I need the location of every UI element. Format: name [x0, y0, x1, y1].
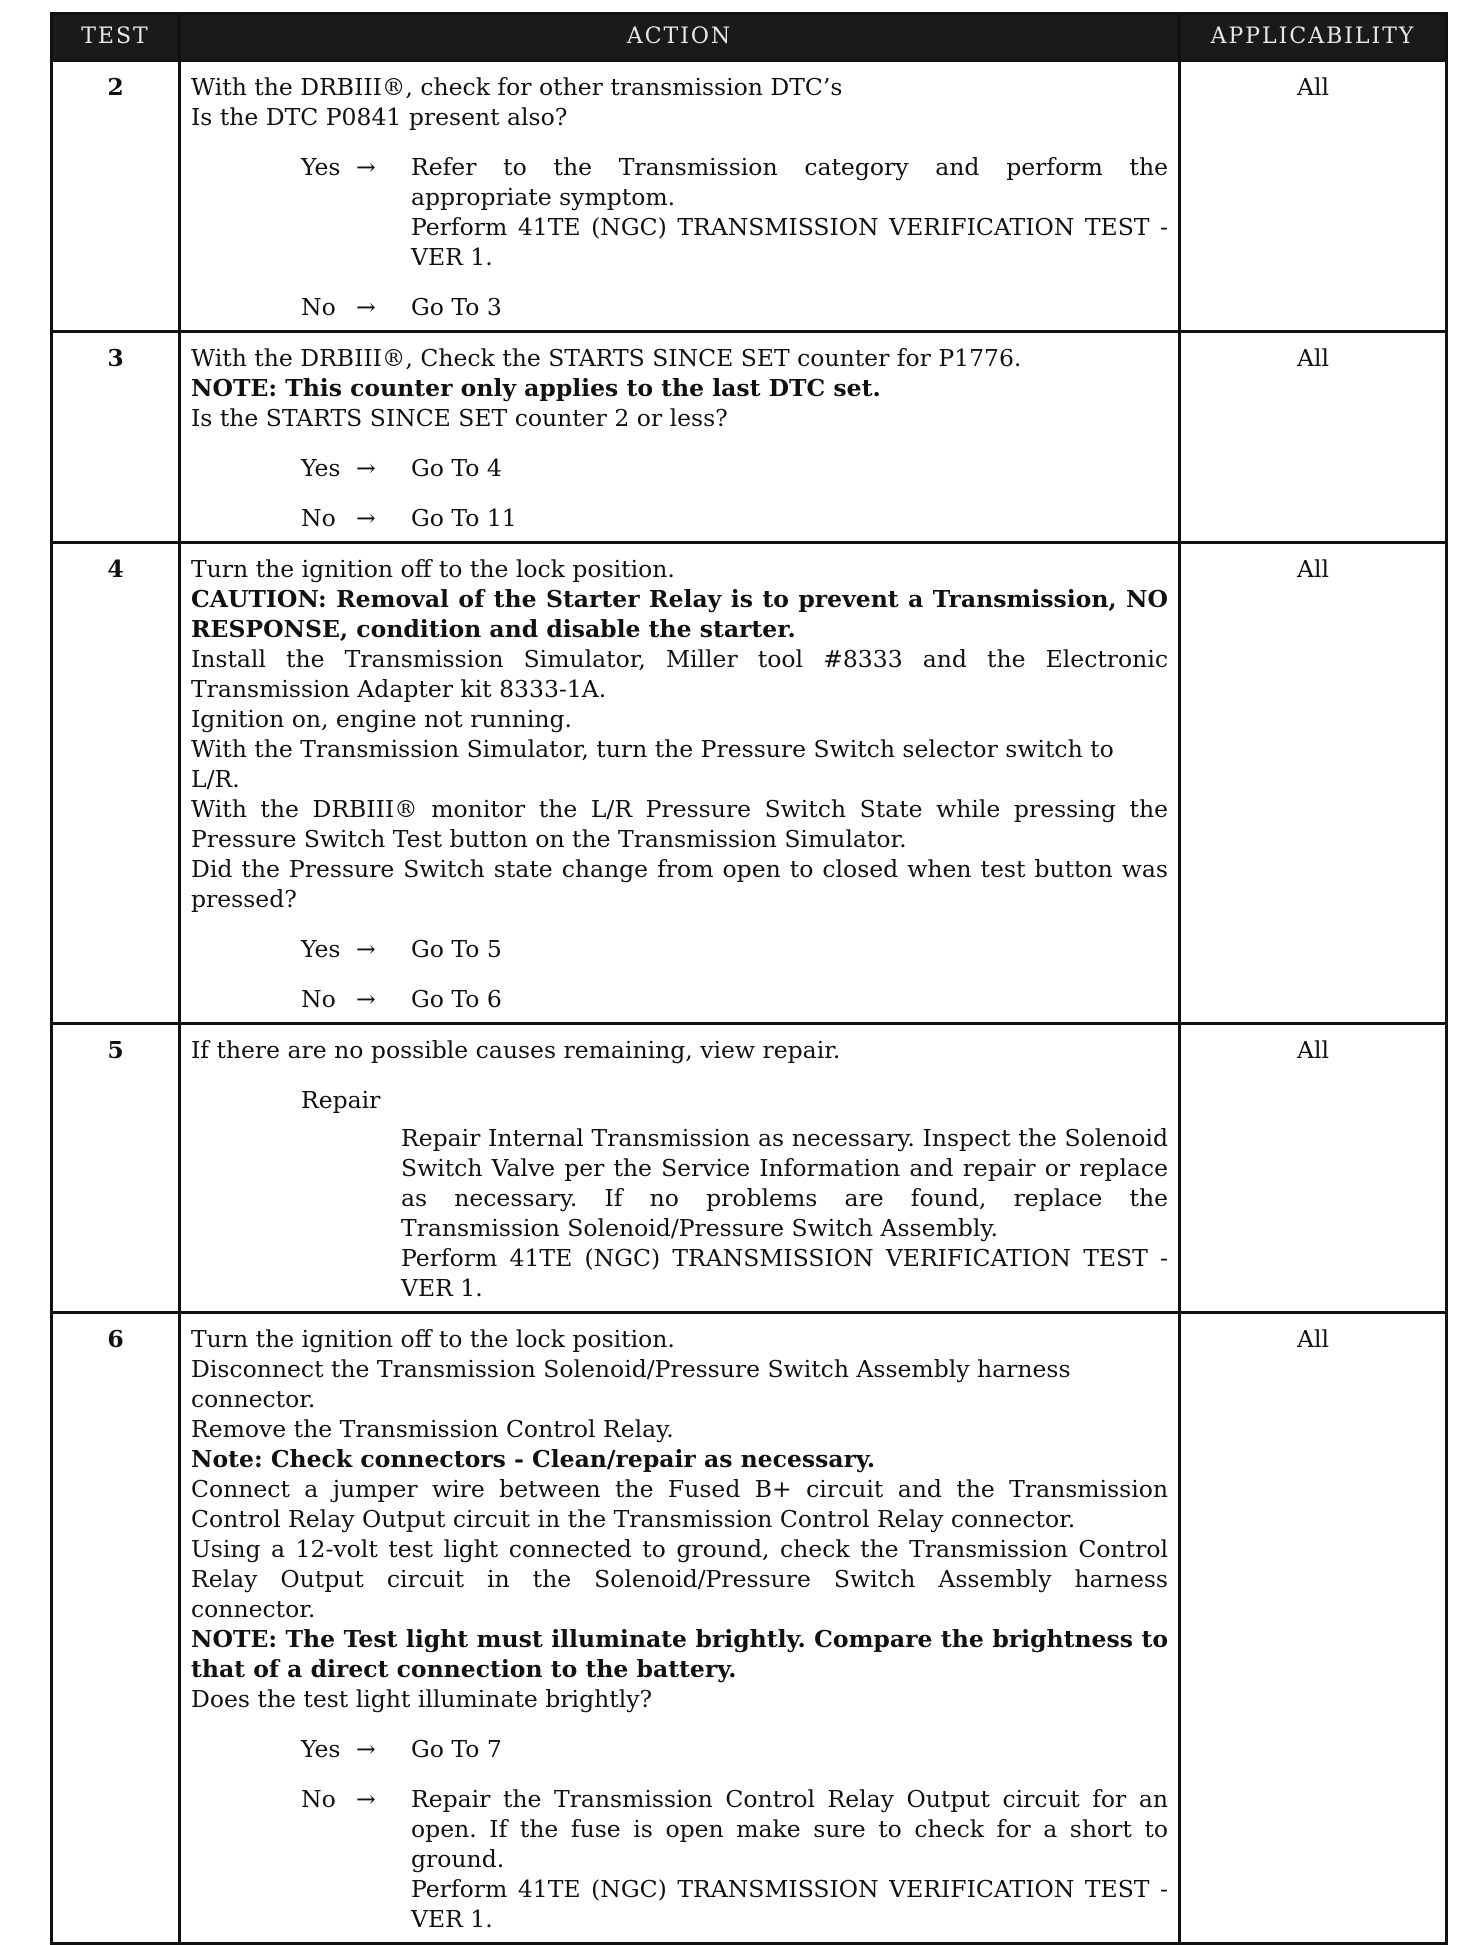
action-line: Ignition on, engine not running.	[191, 705, 573, 733]
response-key: No	[301, 293, 336, 321]
action-line: Remove the Transmission Control Relay.	[191, 1415, 674, 1443]
arrow-icon: →	[356, 454, 376, 482]
arrow-icon: →	[356, 1735, 376, 1763]
response-yes	[301, 453, 1168, 483]
action-line: Install the Transmission Simulator, Miller tool #8333 and the Electronic Transmission Adapter kit 8333-1A.	[191, 645, 1168, 703]
response-text: Go To 3	[411, 293, 502, 321]
header-applicability: APPLICABILITY	[1180, 14, 1447, 61]
action-line: Is the DTC P0841 present also?	[191, 103, 568, 131]
test-number: 3	[52, 332, 180, 543]
action-note: NOTE: This counter only applies to the last DTC set.	[191, 374, 881, 402]
test-number: 6	[52, 1313, 180, 1944]
applicability-cell: All	[1180, 1024, 1447, 1313]
action-line: If there are no possible causes remaining, view repair.	[191, 1036, 841, 1064]
response-text: Go To 11	[411, 504, 517, 532]
response-key: Yes	[301, 454, 341, 482]
table-row	[52, 543, 1447, 1024]
action-cell	[180, 543, 1180, 1024]
response-no	[301, 292, 1168, 322]
response-yes	[301, 1734, 1168, 1764]
action-line: With the DRBIII®, check for other transmission DTC’s	[191, 73, 843, 101]
action-line: With the DRBIII®, Check the STARTS SINCE SET counter for P1776.	[191, 344, 1022, 372]
response-key: Yes	[301, 1735, 341, 1763]
diagnostic-test-table	[50, 12, 1448, 1945]
arrow-icon: →	[356, 1785, 376, 1813]
response-no	[301, 503, 1168, 533]
response-line: Refer to the Transmission category and perform the appropriate symptom.	[411, 153, 1168, 211]
applicability-cell: All	[1180, 61, 1447, 332]
action-note: NOTE: The Test light must illuminate brightly. Compare the brightness to that of a direct connection to the battery.	[191, 1625, 1168, 1683]
action-cell	[180, 1313, 1180, 1944]
response-key: Yes	[301, 153, 341, 181]
repair-block	[301, 1085, 1168, 1303]
action-cell	[180, 61, 1180, 332]
response-no	[301, 984, 1168, 1014]
response-line: Repair the Transmission Control Relay Output circuit for an open. If the fuse is open make sure to check for a short to ground.	[411, 1785, 1168, 1873]
test-number: 4	[52, 543, 180, 1024]
response-text: Go To 5	[411, 935, 502, 963]
response-key: No	[301, 985, 336, 1013]
action-line: Turn the ignition off to the lock position.	[191, 1325, 675, 1353]
repair-line: Repair Internal Transmission as necessary. Inspect the Solenoid Switch Valve per the Service Information and repair or replace as necessary. If no problems are found, replace the Transmission Solenoid/Pressure Switch Assembly.	[401, 1124, 1168, 1242]
table-header-row	[52, 14, 1447, 61]
repair-line: Perform 41TE (NGC) TRANSMISSION VERIFICATION TEST - VER 1.	[401, 1244, 1168, 1302]
response-text: Go To 4	[411, 454, 502, 482]
table-row	[52, 332, 1447, 543]
repair-text	[401, 1123, 1168, 1303]
response-line: Perform 41TE (NGC) TRANSMISSION VERIFICATION TEST - VER 1.	[411, 213, 1168, 271]
action-line: Is the STARTS SINCE SET counter 2 or less?	[191, 404, 728, 432]
action-cell	[180, 1024, 1180, 1313]
action-caution: CAUTION: Removal of the Starter Relay is to prevent a Transmission, NO RESPONSE, condition and disable the starter.	[191, 585, 1168, 643]
response-yes	[301, 152, 1168, 272]
action-line: Disconnect the Transmission Solenoid/Pressure Switch Assembly harness connector.	[191, 1355, 1071, 1413]
action-line: With the DRBIII® monitor the L/R Pressure Switch State while pressing the Pressure Switch Test button on the Transmission Simulator.	[191, 795, 1168, 853]
response-line: Perform 41TE (NGC) TRANSMISSION VERIFICATION TEST - VER 1.	[411, 1875, 1168, 1933]
arrow-icon: →	[356, 985, 376, 1013]
action-line: With the Transmission Simulator, turn the Pressure Switch selector switch to L/R.	[191, 735, 1114, 793]
response-no	[301, 1784, 1168, 1934]
action-line: Turn the ignition off to the lock position.	[191, 555, 675, 583]
response-text	[411, 152, 1168, 272]
header-action: ACTION	[180, 14, 1180, 61]
response-key: Yes	[301, 935, 341, 963]
arrow-icon: →	[356, 935, 376, 963]
action-line: Connect a jumper wire between the Fused B+ circuit and the Transmission Control Relay Output circuit in the Transmission Control Relay connector.	[191, 1475, 1168, 1533]
applicability-cell: All	[1180, 543, 1447, 1024]
header-test: TEST	[52, 14, 180, 61]
document-page	[50, 12, 1445, 1945]
response-yes	[301, 934, 1168, 964]
response-text: Go To 6	[411, 985, 502, 1013]
test-number: 2	[52, 61, 180, 332]
test-number: 5	[52, 1024, 180, 1313]
table-row	[52, 1024, 1447, 1313]
action-cell	[180, 332, 1180, 543]
arrow-icon: →	[356, 293, 376, 321]
action-note: Note: Check connectors - Clean/repair as necessary.	[191, 1445, 876, 1473]
response-key: No	[301, 1785, 336, 1813]
response-text	[411, 1784, 1168, 1934]
action-line: Using a 12-volt test light connected to ground, check the Transmission Control Relay Output circuit in the Solenoid/Pressure Switch Assembly harness connector.	[191, 1535, 1168, 1623]
action-line: Does the test light illuminate brightly?	[191, 1685, 653, 1713]
repair-label: Repair	[301, 1086, 381, 1114]
action-line: Did the Pressure Switch state change from open to closed when test button was pressed?	[191, 855, 1168, 913]
applicability-cell: All	[1180, 332, 1447, 543]
applicability-cell: All	[1180, 1313, 1447, 1944]
arrow-icon: →	[356, 153, 376, 181]
arrow-icon: →	[356, 504, 376, 532]
response-text: Go To 7	[411, 1735, 502, 1763]
table-row	[52, 61, 1447, 332]
response-key: No	[301, 504, 336, 532]
table-row	[52, 1313, 1447, 1944]
